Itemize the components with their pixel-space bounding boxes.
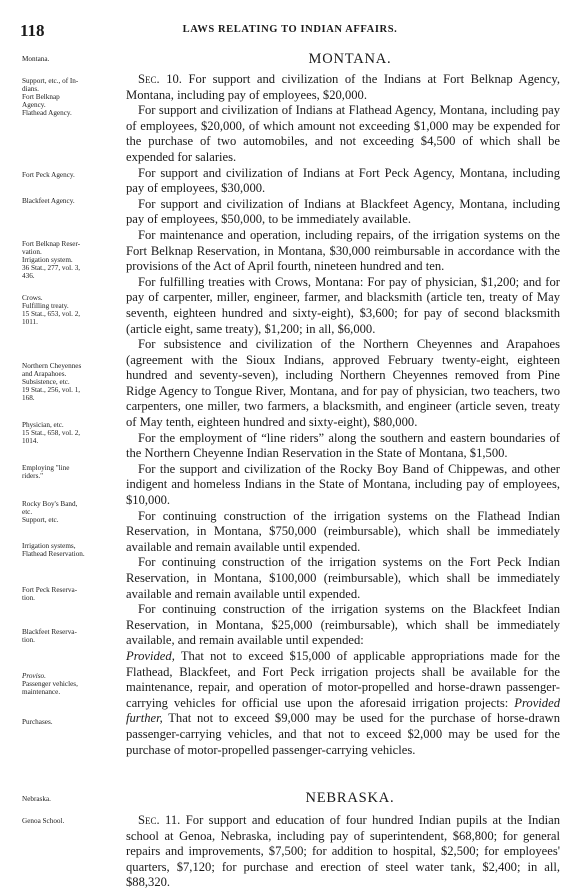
sidenote-fort-peck-reservation: Fort Peck Reserva- tion. bbox=[22, 586, 78, 602]
paragraph: For continuing construction of the irrigation systems on the Flathead Indian Reservation, in Montana, $750,000 (reimbursable), which shall be immediately available and remain available until expended. bbox=[126, 508, 560, 554]
sidenote-blackfeet-reservation: Blackfeet Reserva- tion. bbox=[22, 628, 77, 644]
paragraph: For the employment of “line riders” along the southern and eastern boundaries of the Northern Cheyenne Indian Reservation in the State of Montana, $1,500. bbox=[126, 430, 560, 461]
nebraska-heading: NEBRASKA. bbox=[305, 790, 395, 806]
paragraph-proviso: Provided, That not to exceed $15,000 of applicable appropriations made for the Flathead, Blackfeet, and Fort Peck irrigation projects shall be available for the maintenance, repair, and operation of motor-propelled and horse-drawn passenger-carrying vehicles for official use upon the aforesaid irrigation projects: Provided further, That not to exceed $9,000 may be used for the purchase of horse-drawn passenger-carrying vehicles, and that not to exceed $2,000 may be used for the purchase of motor-propelled passenger-carrying vehicles. bbox=[126, 648, 560, 757]
paragraph: For continuing construction of the irrigation systems on the Blackfeet Indian Reservation, in Montana, $25,000 (reimbursable), which shall be immediately available, and remain available until expended: bbox=[126, 602, 560, 648]
montana-heading: MONTANA. bbox=[308, 51, 392, 67]
page-number: 118 bbox=[20, 21, 45, 40]
sidenote-crows: Crows. Fulfilling treaty. 15 Stat., 653, vol. 2, 1011. bbox=[22, 294, 81, 326]
sidenote-northern-cheyennes: Northern Cheyennes and Arapahoes. Subsistence, etc. 19 Stat., 256, vol. 1, 168. bbox=[22, 362, 82, 402]
sidenote-rocky-boy: Rocky Boy's Band, etc. Support, etc. bbox=[22, 500, 78, 524]
sidenote-fort-peck-agency: Fort Peck Agency. bbox=[22, 171, 75, 179]
paragraph: For support and civilization of Indians at Blackfeet Agency, Montana, including pay of employees, $50,000, to be immediately available. bbox=[126, 196, 560, 227]
paragraph: For support and civilization of Indians at Flathead Agency, Montana, including pay of employees, $20,000, of which amount not exceeding $1,000 may be expended for the purchase of two automobiles, and not exceeding $4,500 of which shall be expended for salaries. bbox=[126, 103, 560, 164]
paragraph: For subsistence and civilization of the Northern Cheyennes and Arapahoes (agreement with the Sioux Indians, approved February twenty-eight, eighteen hundred and seventy-seven), including Northern Cheyennes removed from Pine Ridge Agency to Tongue River, Montana, and for pay of physician, two teachers, two carpenters, one miller, two farmers, a blacksmith, and engineer (article seven, treaty of May tenth, eighteen hundred and sixty-eight), $80,000. bbox=[126, 337, 560, 430]
page-header bbox=[20, 21, 560, 39]
paragraph: For continuing construction of the irrigation systems on the Fort Peck Indian Reservation, in Montana, $100,000 (reimbursable), which shall be immediately available and remain available until expended. bbox=[126, 555, 560, 601]
sidenote-line-riders: Employing "line riders." bbox=[22, 464, 70, 480]
paragraph: Sec. 10. For support and civilization of the Indians at Fort Belknap Agency, Montana, including pay of employees, $20,000. bbox=[126, 72, 560, 102]
sidenote-flathead-irrigation: Irrigation systems, Flathead Reservation. bbox=[22, 542, 85, 558]
paragraph: For support and civilization of Indians at Fort Peck Agency, Montana, including pay of employees, $30,000. bbox=[126, 165, 560, 196]
sidenote-genoa-school: Genoa School. bbox=[22, 817, 65, 825]
paragraph: For maintenance and operation, including repairs, of the irrigation systems on the Fort Belknap Reservation, in Montana, $30,000 reimbursable in accordance with the provisions of the Act of April fourth, nineteen hundred and ten. bbox=[126, 227, 560, 274]
montana-body bbox=[126, 72, 560, 758]
sidenote-physician: Physician, etc. 15 Stat., 658, vol. 2, 1014. bbox=[22, 421, 81, 445]
sidenote-fort-belknap-reservation: Fort Belknap Reser- vation. Irrigation system. 36 Stat., 277, vol. 3, 436. bbox=[22, 240, 81, 280]
sidenote-fort-belknap-support: Support, etc., of In- dians. Fort Belknap Agency. Flathead Agency. bbox=[22, 77, 79, 117]
sidenote-proviso: Proviso. Passenger vehicles, maintenance. bbox=[22, 672, 78, 696]
nebraska-body bbox=[126, 813, 560, 891]
running-title: LAWS RELATING TO INDIAN AFFAIRS. bbox=[182, 24, 398, 35]
paragraph: For fulfilling treaties with Crows, Montana: For pay of physician, $1,200; and for pay of carpenter, miller, engineer, farmer, and blacksmith (article ten, treaty of May seventh, eighteen hundred and sixty-eight), $3,600; for pay of second blacksmith (article eight, same treaty), $1,200; in all, $6,000. bbox=[126, 274, 560, 336]
paragraph: Sec. 11. For support and education of four hundred Indian pupils at the Indian school at Genoa, Nebraska, including pay of superintendent, $68,800; for general repairs and improvements, $7,500; for addition to hospital, $2,500; for employees' quarters, $7,120; for purchase and erection of steel water tank, $2,400; in all, $88,320. bbox=[126, 813, 561, 890]
sidenote-montana-state: Montana. bbox=[22, 55, 50, 63]
sidenote-purchases: Purchases. bbox=[22, 718, 53, 726]
sidenote-nebraska-state: Nebraska. bbox=[22, 795, 51, 803]
paragraph: For the support and civilization of the Rocky Boy Band of Chippewas, and other indigent and homeless Indians in the State of Montana, including pay of employees, $10,000. bbox=[126, 461, 560, 508]
sidenote-blackfeet-agency: Blackfeet Agency. bbox=[22, 197, 75, 205]
